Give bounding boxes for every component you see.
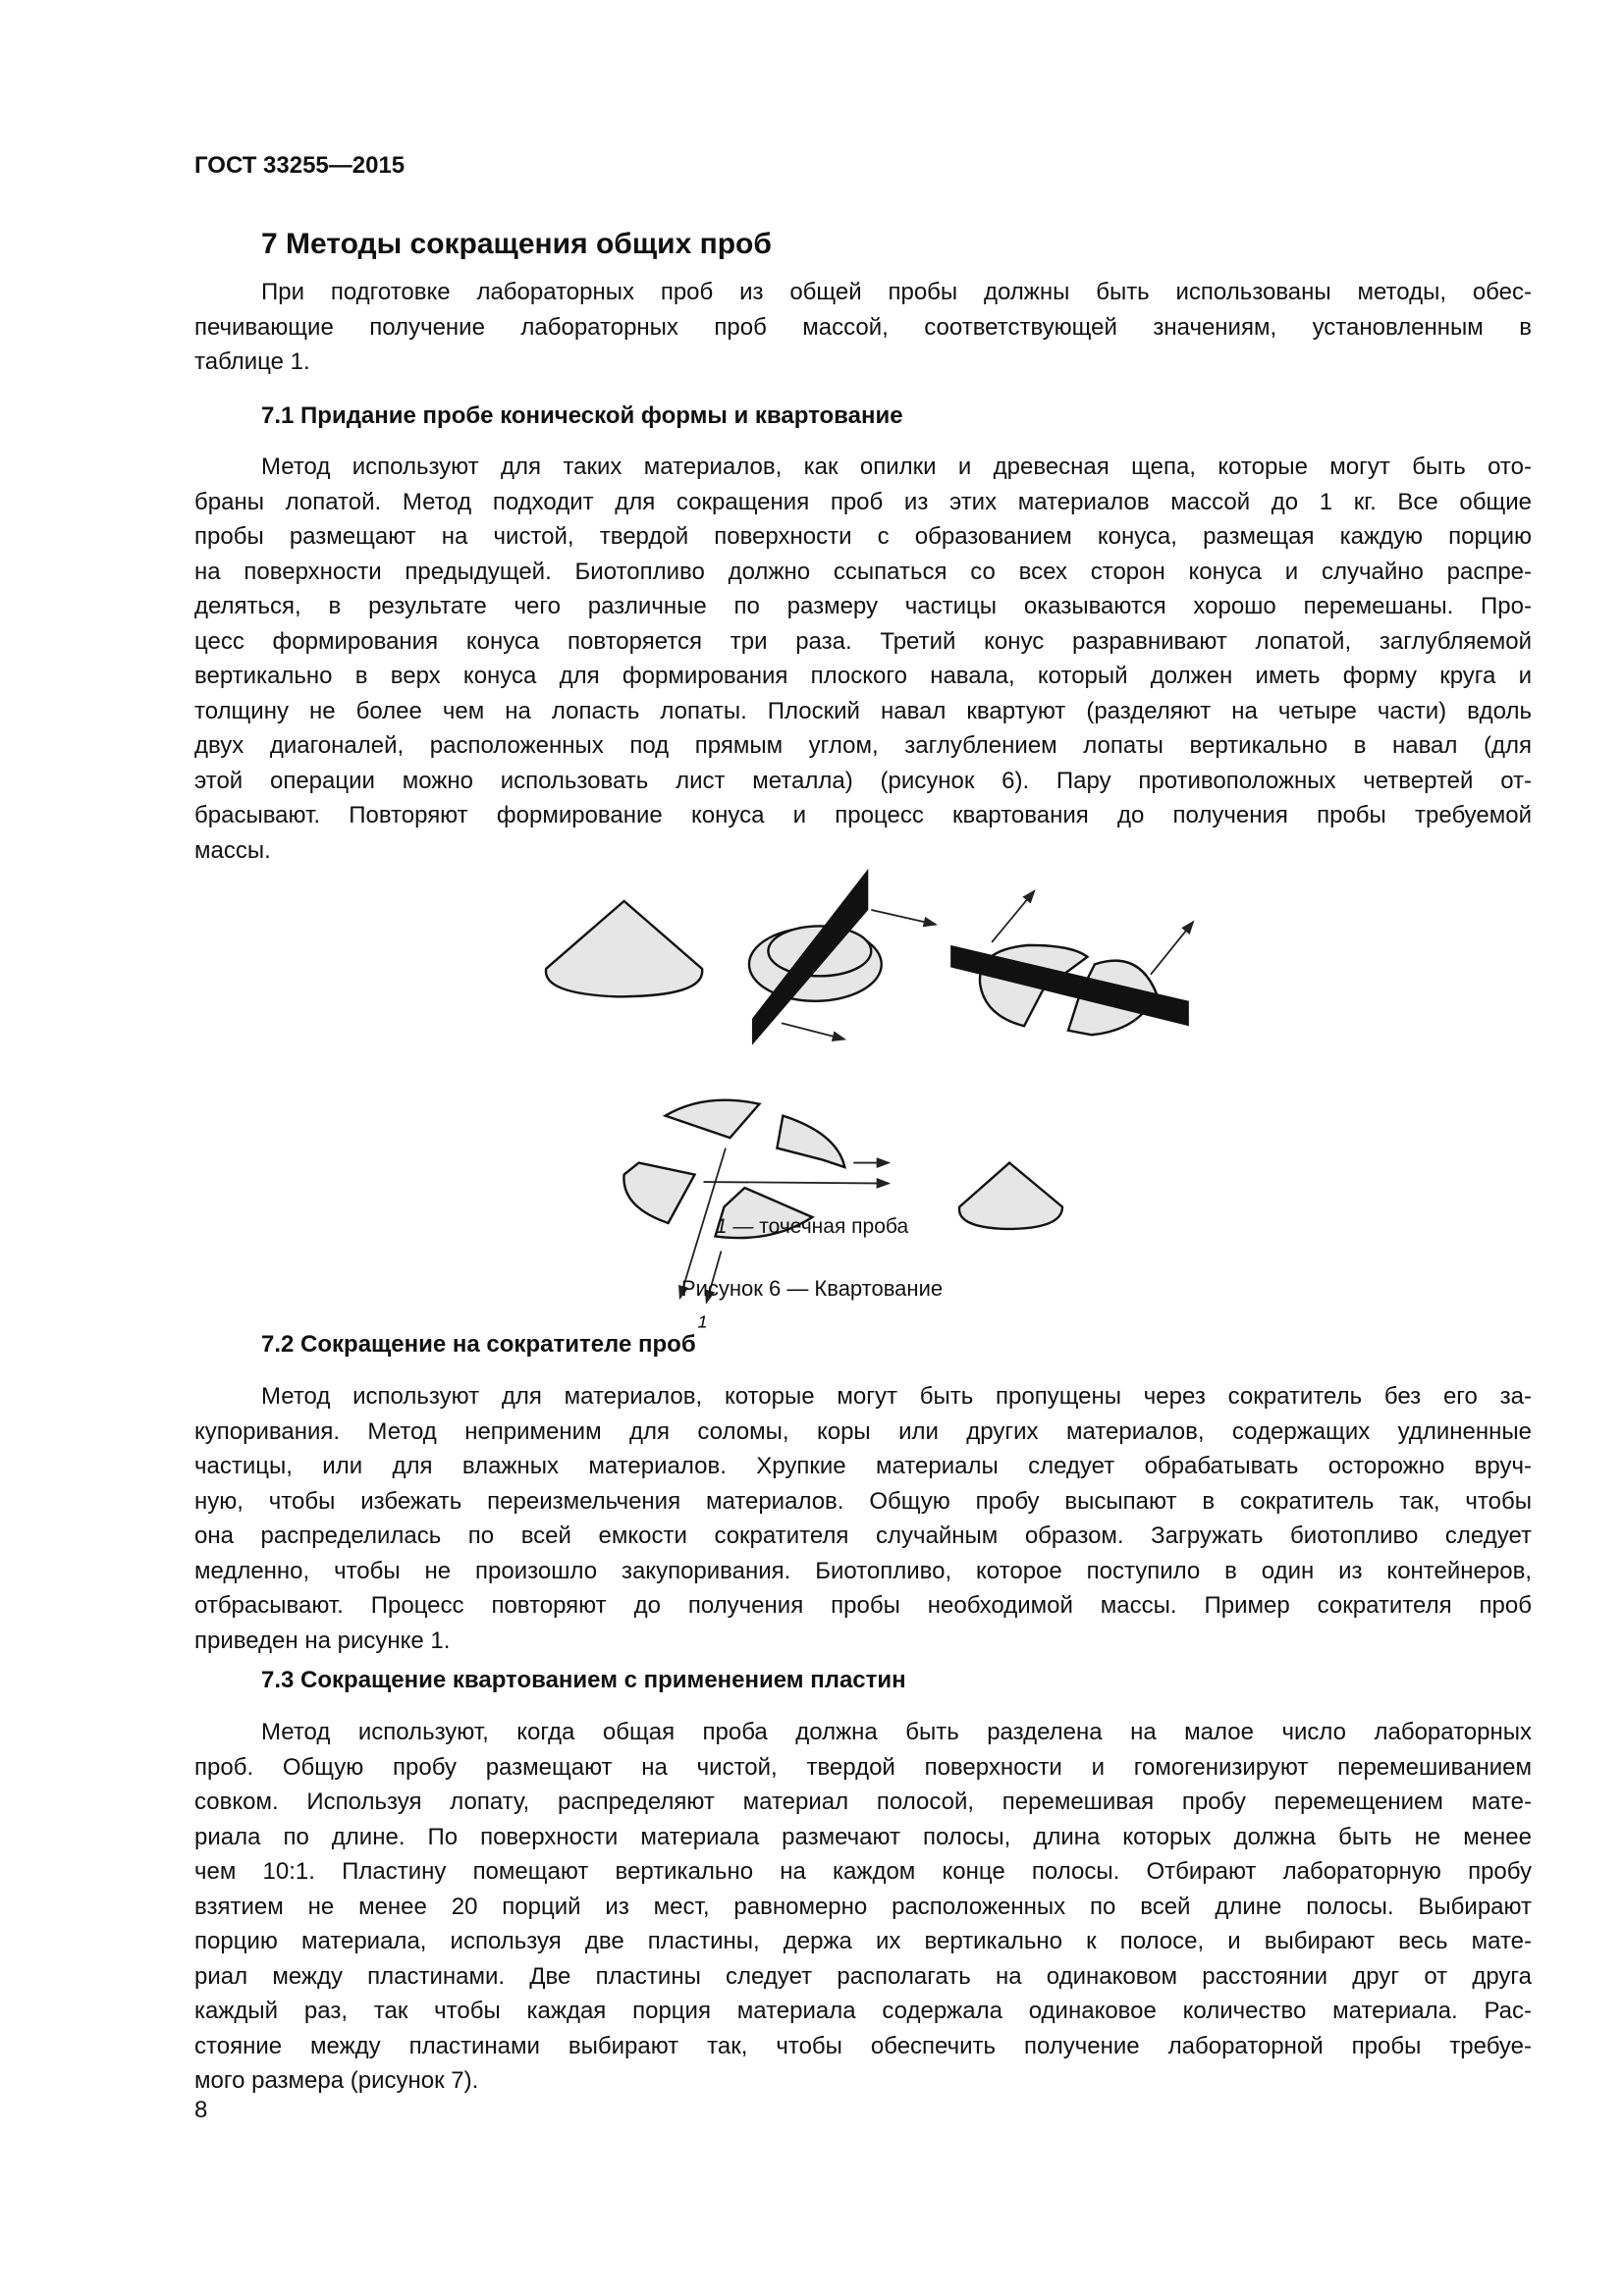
text-line: пробы размещают на чистой, твердой поверхности с образованием конуса, размещая каждую порцию [194,523,1532,550]
text-line: вертикально в верх конуса для формирования плоского навала, который должен иметь форму круга и [194,663,1532,689]
arrow [1151,922,1193,975]
text-line: совком. Используя лопату, распределяют материал полосой, перемешивая пробу перемещением мате- [194,1789,1532,1815]
text-line: этой операции можно использовать лист металла) (рисунок 6). Пару противоположных четвертей от- [194,767,1532,794]
text-line: брасывают. Повторяют формирование конуса и процесс квартования до получения пробы требуемой [194,802,1532,828]
text-line: При подготовке лабораторных проб из общей пробы должны быть использованы методы, обес- [261,279,1532,305]
text-line: таблице 1. [194,348,310,375]
text-line: двух диагоналей, расположенных под прямым углом, заглублением лопаты вертикально в навал (для [194,732,1532,759]
text-line: мого размера (рисунок 7). [194,2067,479,2094]
text-line: печивающие получение лабораторных проб массой, соответствующей значениям, установленным в [194,313,1532,341]
text-line: на поверхности предыдущей. Биотопливо должно ссыпаться со всех сторон конуса и случайно распре- [194,558,1532,585]
arrow [871,910,936,925]
arrow [782,1023,844,1039]
text-line: деляться, в результате чего различные по размеру частицы оказываются хорошо перемешаны. Про- [194,593,1532,619]
text-line: порцию материала, используя две пластины, держа их вертикально к полосе, и выбирают весь мате- [194,1928,1532,1954]
text-line: массы. [194,836,271,864]
quarter-piece [623,1163,694,1223]
text-line: купоривания. Метод неприменим для соломы, коры или других материалов, содержащих удлиненные [194,1417,1532,1445]
text-line: медленно, чтобы не произошло закупоривания. Биотопливо, которое поступило в один из контейнеров, [194,1557,1532,1584]
text-line: Метод используют для материалов, которые могут быть пропущены через сократитель без его за- [261,1383,1532,1410]
text-line: цесс формирования конуса повторяется три раза. Третий конус разравнивают лопатой, заглубляемой [194,627,1532,655]
text-line: каждый раз, так чтобы каждая порция материала содержала одинаковое количество материала. Рас- [194,1998,1532,2024]
text-line: отбрасывают. Процесс повторяют до получения пробы необходимой массы. Пример сократителя проб [194,1592,1532,1619]
subsection-7-1-text [194,450,1532,868]
figure-callout-1: 1 [697,1311,708,1332]
text-line: Метод используют для таких материалов, как опилки и древесная щепа, которые могут быть ото- [261,454,1532,480]
section-title: 7 Методы сокращения общих проб [261,228,772,260]
text-line: частицы, или для влажных материалов. Хрупкие материалы следует обрабатывать осторожно вруч- [194,1453,1532,1479]
cone-shape [546,901,702,996]
text-line: стояние между пластинами выбирают так, чтобы обеспечить получение лабораторной пробы требуе- [194,2032,1532,2059]
text-line: Метод используют, когда общая проба должна быть разделена на малое число лабораторных [261,1719,1532,1745]
arrow [703,1182,889,1183]
quarter-piece [666,1100,760,1138]
subsection-7-3-title: 7.3 Сокращение квартованием с применением пластин [261,1667,906,1693]
subsection-7-3-text [194,1715,1532,2099]
text-line: толщину не более чем на лопасть лопаты. Плоский навал квартуют (разделяют на четыре части) вдоль [194,697,1532,724]
text-line: браны лопатой. Метод подходит для сокращения проб из этих материалов массой до 1 кг. Все общие [194,488,1532,515]
subsection-7-2-text [194,1379,1532,1658]
legend-text: — точечная проба [727,1215,909,1238]
text-line: она распределилась по всей емкости сократителя случайным образом. Загружать биотопливо следует [194,1522,1532,1549]
text-line: проб. Общую пробу размещают на чистой, твердой поверхности и гомогенизируют перемешиванием [194,1753,1532,1781]
text-line: чем 10:1. Пластину помещают вертикально на каждом конце полосы. Отбирают лабораторную пробу [194,1858,1532,1885]
page-number: 8 [194,2097,208,2123]
text-line: ную, чтобы избежать переизмельчения материалов. Общую пробу высыпают в сократитель так, чтобы [194,1487,1532,1515]
document-header: ГОСТ 33255—2015 [194,152,406,179]
figure-caption: Рисунок 6 — Квартование [680,1276,944,1301]
figure-legend [0,1215,1624,1239]
subsection-7-2-title: 7.2 Сокращение на сократителе проб [261,1331,696,1358]
text-line: риала по длине. По поверхности материала размечают полосы, длина которых должна быть не менее [194,1823,1532,1850]
arrow [992,890,1034,941]
subsection-7-1-title: 7.1 Придание пробе конической формы и квартование [261,402,903,429]
legend-number: 1 [715,1215,728,1238]
text-line: риал между пластинами. Две пластины следует располагать на одинаковом расстоянии друг от друга [194,1962,1532,1990]
quarter-piece [777,1116,844,1167]
text-line: приведен на рисунке 1. [194,1627,451,1654]
intro-paragraph [194,275,1532,380]
text-line: взятием не менее 20 порций из мест, равномерно расположенных по всей длине полосы. Выбирают [194,1893,1532,1920]
